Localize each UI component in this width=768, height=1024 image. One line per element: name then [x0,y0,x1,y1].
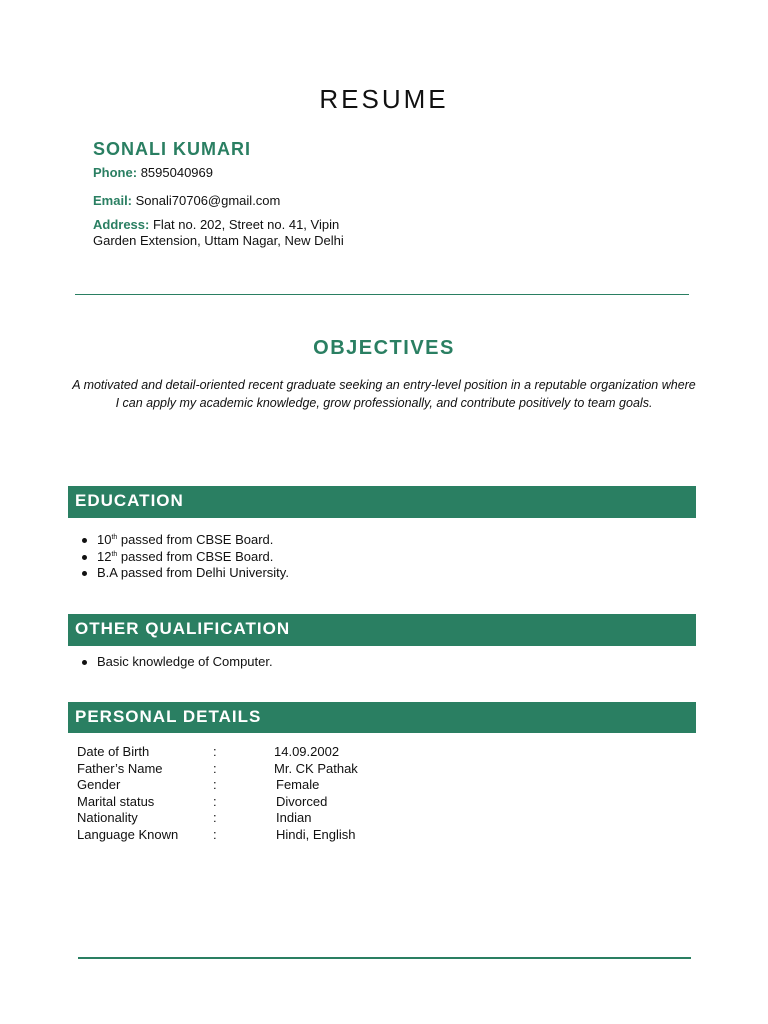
top-divider [75,294,689,295]
bullet-icon [82,571,87,576]
detail-separator: : [213,793,217,809]
email-value: Sonali70706@gmail.com [135,193,281,208]
detail-value: Hindi, English [276,826,356,842]
address-line [93,217,363,249]
other-qualification-list [79,654,273,671]
table-row [77,761,397,778]
detail-label: Father’s Name [77,760,163,776]
table-row [77,777,397,794]
detail-label: Marital status [77,793,155,809]
detail-label: Date of Birth [77,744,150,759]
qualification-text: Basic knowledge of Computer. [97,654,273,669]
education-sup: th [111,550,118,558]
detail-value: Divorced [276,793,328,809]
detail-separator: : [213,744,217,759]
detail-value: Indian [276,810,312,825]
detail-value: Mr. CK Pathak [274,760,358,776]
list-item [79,565,289,582]
list-item [79,549,289,566]
education-text: passed from CBSE Board. [117,548,274,564]
detail-separator: : [213,777,217,792]
other-qualification-heading: OTHER QUALIFICATION [68,614,696,646]
detail-label: Gender [77,777,121,792]
table-row [77,810,397,827]
list-item [79,654,273,671]
table-row [77,794,397,811]
education-text: B.A passed from Delhi University. [97,565,289,580]
email-line [93,193,280,209]
detail-separator: : [213,810,217,825]
list-item [79,532,289,549]
bullet-icon [82,660,87,665]
email-label: Email: [93,193,133,208]
detail-value: 14.09.2002 [274,744,340,759]
objectives-heading: OBJECTIVES [313,337,455,359]
detail-separator: : [213,826,217,842]
detail-separator: : [213,760,217,776]
detail-label: Language Known [77,826,179,842]
personal-details-heading: PERSONAL DETAILS [68,702,696,733]
table-row [77,744,397,761]
education-text: passed from CBSE Board. [117,532,274,547]
bullet-icon [82,555,87,560]
detail-value: Female [276,777,320,792]
education-list [79,532,289,582]
education-num: 12 [97,548,112,564]
bottom-divider [78,957,691,959]
objectives-text: A motivated and detail-oriented recent graduate seeking an entry-level position in a reputable organization where I can apply my academic knowledge, grow professionally, and contribute positively to team goals. [72,378,696,410]
address-value: Flat no. 202, Street no. 41, Vipin Garden Extension, Uttam Nagar, New Delhi [93,217,344,248]
phone-value: 8595040969 [140,165,213,180]
candidate-name: SONALI KUMARI [93,139,251,159]
address-label: Address: [93,217,150,232]
education-num: 10 [97,532,112,547]
phone-line [93,165,213,181]
detail-label: Nationality [77,810,138,825]
resume-title: RESUME [319,84,449,114]
education-sup: th [111,534,118,541]
table-row [77,827,397,844]
education-heading: EDUCATION [68,486,696,518]
bullet-icon [82,538,87,543]
phone-label: Phone: [93,165,138,180]
personal-details-table [77,744,397,843]
